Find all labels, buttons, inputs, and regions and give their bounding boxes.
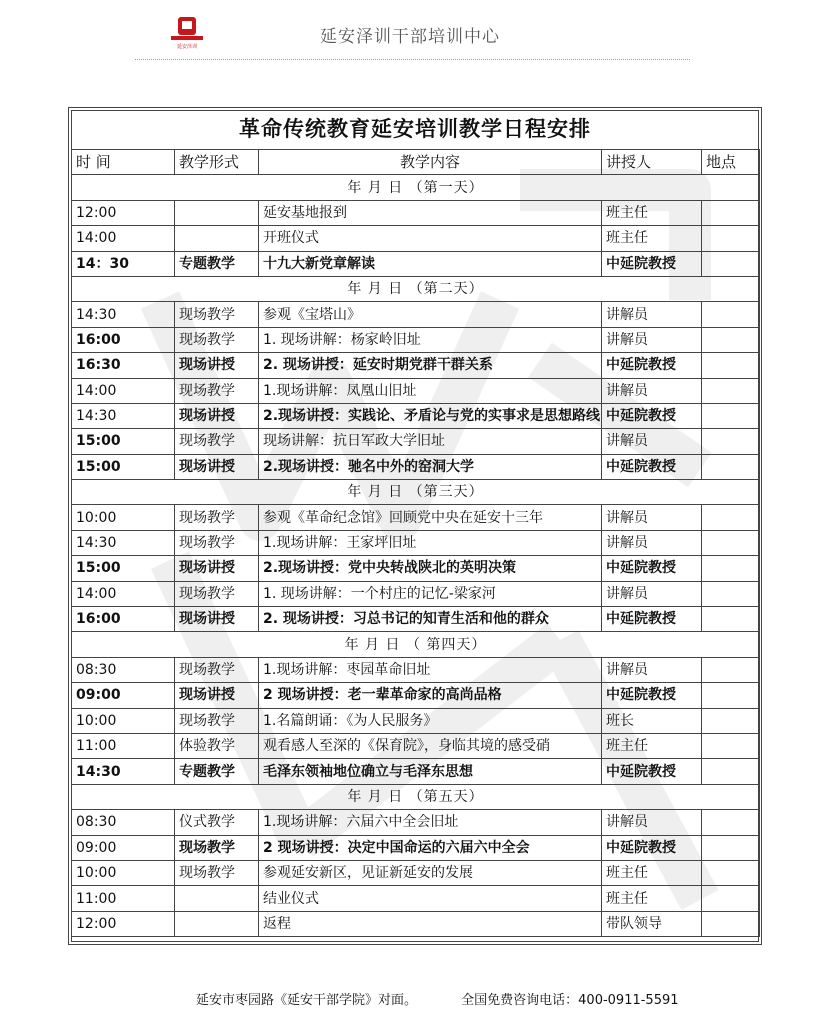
cell-speaker: 中延院教授 bbox=[602, 683, 702, 708]
cell-content: 毛泽东领袖地位确立与毛泽东思想 bbox=[259, 759, 602, 784]
cell-content: 2.现场讲授：实践论、矛盾论与党的实事求是思想路线 bbox=[259, 403, 602, 428]
cell-speaker: 班长 bbox=[602, 708, 702, 733]
cell-place bbox=[702, 810, 760, 835]
cell-place bbox=[702, 327, 760, 352]
day-header-row bbox=[72, 480, 760, 505]
cell-content: 1.现场讲解：凤凰山旧址 bbox=[259, 378, 602, 403]
table-row bbox=[72, 733, 760, 758]
cell-content: 结业仪式 bbox=[259, 886, 602, 911]
cell-form: 现场讲授 bbox=[175, 353, 259, 378]
cell-place bbox=[702, 302, 760, 327]
day-label: 年 月 日 （第三天） bbox=[72, 480, 760, 505]
table-row bbox=[72, 607, 760, 632]
cell-time: 14:30 bbox=[72, 302, 175, 327]
cell-form: 现场教学 bbox=[175, 708, 259, 733]
cell-time: 10:00 bbox=[72, 860, 175, 885]
cell-speaker: 中延院教授 bbox=[602, 251, 702, 276]
cell-speaker: 讲解员 bbox=[602, 810, 702, 835]
table-row bbox=[72, 860, 760, 885]
cell-form: 现场教学 bbox=[175, 429, 259, 454]
column-header-content: 教学内容 bbox=[259, 150, 602, 175]
table-row bbox=[72, 302, 760, 327]
cell-time: 16:30 bbox=[72, 353, 175, 378]
cell-place bbox=[702, 556, 760, 581]
cell-form: 现场教学 bbox=[175, 327, 259, 352]
cell-place bbox=[702, 353, 760, 378]
cell-speaker: 中延院教授 bbox=[602, 607, 702, 632]
day-label: 年 月 日 （ 第四天） bbox=[72, 632, 760, 657]
cell-time: 16:00 bbox=[72, 327, 175, 352]
cell-place bbox=[702, 708, 760, 733]
cell-content: 2. 现场讲授：习总书记的知青生活和他的群众 bbox=[259, 607, 602, 632]
cell-form bbox=[175, 911, 259, 936]
cell-time: 14:30 bbox=[72, 530, 175, 555]
cell-speaker: 讲解员 bbox=[602, 429, 702, 454]
cell-place bbox=[702, 683, 760, 708]
cell-content: 2 现场讲授：决定中国命运的六届六中全会 bbox=[259, 835, 602, 860]
cell-speaker: 中延院教授 bbox=[602, 759, 702, 784]
table-row bbox=[72, 429, 760, 454]
cell-speaker: 讲解员 bbox=[602, 581, 702, 606]
table-row bbox=[72, 226, 760, 251]
cell-form: 现场讲授 bbox=[175, 556, 259, 581]
cell-content: 1.现场讲解：王家坪旧址 bbox=[259, 530, 602, 555]
day-header-row bbox=[72, 175, 760, 200]
cell-time: 08:30 bbox=[72, 657, 175, 682]
cell-speaker: 带队领导 bbox=[602, 911, 702, 936]
schedule-table bbox=[71, 149, 760, 937]
cell-speaker: 讲解员 bbox=[602, 657, 702, 682]
table-row bbox=[72, 835, 760, 860]
cell-place bbox=[702, 200, 760, 225]
day-header-row bbox=[72, 632, 760, 657]
day-header-row bbox=[72, 784, 760, 809]
table-row bbox=[72, 353, 760, 378]
cell-content: 开班仪式 bbox=[259, 226, 602, 251]
page-footer bbox=[196, 989, 679, 1008]
table-row bbox=[72, 327, 760, 352]
table-row bbox=[72, 708, 760, 733]
cell-time: 14:00 bbox=[72, 581, 175, 606]
cell-content: 延安基地报到 bbox=[259, 200, 602, 225]
logo-text: 延安泽训 bbox=[176, 44, 198, 50]
table-row bbox=[72, 759, 760, 784]
day-label: 年 月 日 （第一天） bbox=[72, 175, 760, 200]
cell-time: 12:00 bbox=[72, 911, 175, 936]
cell-form: 现场教学 bbox=[175, 302, 259, 327]
footer-address: 延安市枣园路《延安干部学院》对面。 bbox=[196, 993, 418, 1008]
cell-form: 现场教学 bbox=[175, 530, 259, 555]
cell-form: 现场教学 bbox=[175, 835, 259, 860]
cell-content: 2 现场讲授：老一辈革命家的高尚品格 bbox=[259, 683, 602, 708]
organization-logo bbox=[168, 14, 206, 52]
cell-time: 08:30 bbox=[72, 810, 175, 835]
cell-time: 14：30 bbox=[72, 251, 175, 276]
table-row bbox=[72, 886, 760, 911]
cell-content: 十九大新党章解读 bbox=[259, 251, 602, 276]
cell-speaker: 中延院教授 bbox=[602, 556, 702, 581]
cell-place bbox=[702, 581, 760, 606]
cell-place bbox=[702, 911, 760, 936]
cell-form: 现场教学 bbox=[175, 378, 259, 403]
header-divider bbox=[135, 59, 690, 60]
cell-form: 现场教学 bbox=[175, 505, 259, 530]
cell-form: 现场讲授 bbox=[175, 683, 259, 708]
document-title: 革命传统教育延安培训教学日程安排 bbox=[239, 117, 591, 141]
cell-form: 专题教学 bbox=[175, 251, 259, 276]
cell-speaker: 讲解员 bbox=[602, 327, 702, 352]
cell-place bbox=[702, 403, 760, 428]
cell-time: 14:00 bbox=[72, 378, 175, 403]
cell-form: 体验教学 bbox=[175, 733, 259, 758]
cell-time: 10:00 bbox=[72, 505, 175, 530]
table-row bbox=[72, 403, 760, 428]
cell-time: 11:00 bbox=[72, 733, 175, 758]
cell-place bbox=[702, 378, 760, 403]
cell-place bbox=[702, 429, 760, 454]
cell-form: 现场教学 bbox=[175, 657, 259, 682]
table-row bbox=[72, 200, 760, 225]
cell-content: 观看感人至深的《保育院》，身临其境的感受硝 bbox=[259, 733, 602, 758]
cell-form bbox=[175, 226, 259, 251]
cell-speaker: 中延院教授 bbox=[602, 353, 702, 378]
cell-content: 参观延安新区，见证新延安的发展 bbox=[259, 860, 602, 885]
cell-speaker: 中延院教授 bbox=[602, 835, 702, 860]
cell-form: 现场讲授 bbox=[175, 403, 259, 428]
cell-speaker: 班主任 bbox=[602, 200, 702, 225]
footer-hotline: 全国免费咨询电话：400-0911-5591 bbox=[461, 993, 679, 1008]
cell-content: 1. 现场讲解：一个村庄的记忆-梁家河 bbox=[259, 581, 602, 606]
cell-place bbox=[702, 860, 760, 885]
table-row bbox=[72, 530, 760, 555]
cell-content: 参观《革命纪念馆》回顾党中央在延安十三年 bbox=[259, 505, 602, 530]
cell-speaker: 班主任 bbox=[602, 733, 702, 758]
cell-content: 2.现场讲授：驰名中外的窑洞大学 bbox=[259, 454, 602, 479]
cell-form: 现场教学 bbox=[175, 581, 259, 606]
cell-speaker: 讲解员 bbox=[602, 378, 702, 403]
cell-place bbox=[702, 886, 760, 911]
cell-time: 14:30 bbox=[72, 759, 175, 784]
day-header-row bbox=[72, 276, 760, 301]
table-row bbox=[72, 810, 760, 835]
cell-time: 09:00 bbox=[72, 683, 175, 708]
table-row bbox=[72, 378, 760, 403]
cell-place bbox=[702, 607, 760, 632]
cell-time: 09:00 bbox=[72, 835, 175, 860]
cell-place bbox=[702, 733, 760, 758]
cell-place bbox=[702, 226, 760, 251]
table-row bbox=[72, 251, 760, 276]
table-row bbox=[72, 581, 760, 606]
cell-speaker: 中延院教授 bbox=[602, 454, 702, 479]
cell-content: 1. 现场讲解：杨家岭旧址 bbox=[259, 327, 602, 352]
cell-speaker: 班主任 bbox=[602, 226, 702, 251]
cell-speaker: 讲解员 bbox=[602, 505, 702, 530]
cell-form: 现场讲授 bbox=[175, 607, 259, 632]
table-row bbox=[72, 556, 760, 581]
day-label: 年 月 日 （第五天） bbox=[72, 784, 760, 809]
table-row bbox=[72, 505, 760, 530]
cell-time: 15:00 bbox=[72, 454, 175, 479]
header-title: 延安泽训干部培训中心 bbox=[320, 27, 500, 47]
cell-content: 参观《宝塔山》 bbox=[259, 302, 602, 327]
cell-time: 15:00 bbox=[72, 429, 175, 454]
cell-form bbox=[175, 200, 259, 225]
table-row bbox=[72, 657, 760, 682]
cell-speaker: 中延院教授 bbox=[602, 403, 702, 428]
cell-speaker: 讲解员 bbox=[602, 530, 702, 555]
cell-content: 2. 现场讲授：延安时期党群干群关系 bbox=[259, 353, 602, 378]
cell-time: 14:30 bbox=[72, 403, 175, 428]
column-header-speaker: 讲授人 bbox=[602, 150, 702, 175]
cell-content: 现场讲解：抗日军政大学旧址 bbox=[259, 429, 602, 454]
cell-content: 2.现场讲授：党中央转战陕北的英明决策 bbox=[259, 556, 602, 581]
cell-content: 1.名篇朗诵：《为人民服务》 bbox=[259, 708, 602, 733]
cell-place bbox=[702, 505, 760, 530]
cell-form: 现场讲授 bbox=[175, 454, 259, 479]
cell-time: 14:00 bbox=[72, 226, 175, 251]
cell-time: 10:00 bbox=[72, 708, 175, 733]
page-header bbox=[0, 0, 823, 64]
column-header-place: 地点 bbox=[702, 150, 760, 175]
cell-place bbox=[702, 759, 760, 784]
cell-place bbox=[702, 530, 760, 555]
cell-time: 15:00 bbox=[72, 556, 175, 581]
cell-form: 专题教学 bbox=[175, 759, 259, 784]
cell-speaker: 班主任 bbox=[602, 886, 702, 911]
cell-place bbox=[702, 454, 760, 479]
column-header-time: 时 间 bbox=[72, 150, 175, 175]
cell-form bbox=[175, 886, 259, 911]
cell-time: 16:00 bbox=[72, 607, 175, 632]
cell-content: 返程 bbox=[259, 911, 602, 936]
cell-place bbox=[702, 657, 760, 682]
cell-place bbox=[702, 835, 760, 860]
cell-time: 11:00 bbox=[72, 886, 175, 911]
cell-content: 1.现场讲解：六届六中全会旧址 bbox=[259, 810, 602, 835]
table-row bbox=[72, 454, 760, 479]
cell-place bbox=[702, 251, 760, 276]
day-label: 年 月 日 （第二天） bbox=[72, 276, 760, 301]
cell-speaker: 班主任 bbox=[602, 860, 702, 885]
cell-form: 仪式教学 bbox=[175, 810, 259, 835]
table-header-row bbox=[72, 150, 760, 175]
cell-time: 12:00 bbox=[72, 200, 175, 225]
column-header-form: 教学形式 bbox=[175, 150, 259, 175]
table-row bbox=[72, 911, 760, 936]
cell-form: 现场教学 bbox=[175, 860, 259, 885]
cell-content: 1.现场讲解：枣园革命旧址 bbox=[259, 657, 602, 682]
cell-speaker: 讲解员 bbox=[602, 302, 702, 327]
table-row bbox=[72, 683, 760, 708]
